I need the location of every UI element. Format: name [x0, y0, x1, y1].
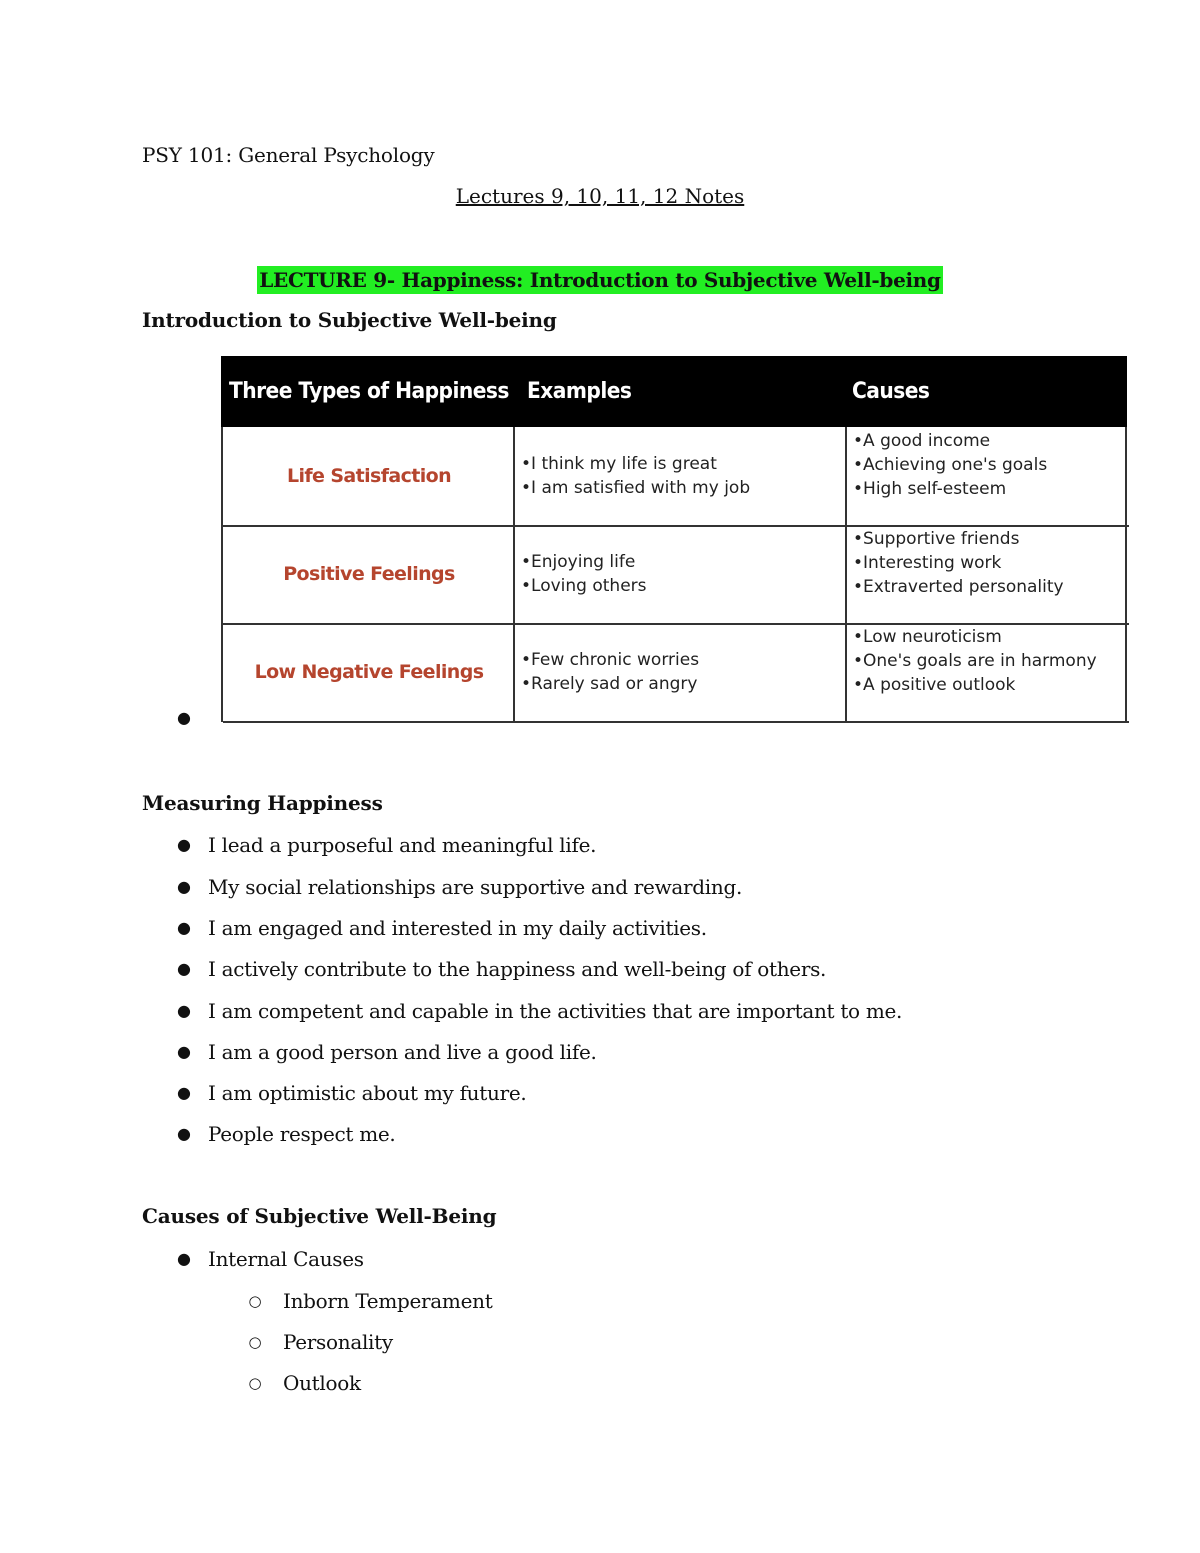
list-item-text: I am optimistic about my future.: [208, 1081, 527, 1105]
hollow-bullet-icon: ○: [248, 1374, 262, 1392]
lectures-title: Lectures 9, 10, 11, 12 Notes: [455, 184, 745, 208]
example-item: • Few chronic worries: [521, 648, 841, 672]
bullet-icon: ●: [177, 1249, 191, 1268]
causes-cell: [853, 525, 1129, 625]
intro-heading: Introduction to Subjective Well-being: [142, 308, 557, 332]
hollow-bullet-icon: ○: [248, 1292, 262, 1310]
bullet-icon: ●: [177, 918, 191, 937]
examples-cell: [521, 623, 841, 721]
table-header-examples: Examples: [527, 379, 632, 404]
table-header: [221, 356, 1127, 427]
example-item: • I am satisfied with my job: [521, 476, 841, 500]
list-subitem-text: Personality: [283, 1330, 393, 1354]
list-item-text: People respect me.: [208, 1122, 396, 1146]
list-item-text: Internal Causes: [208, 1247, 364, 1271]
cause-item: • Low neuroticism: [853, 625, 1129, 649]
bullet-icon: ●: [177, 1042, 191, 1061]
cause-item: • A good income: [853, 429, 1129, 453]
table-header-types: Three Types of Happiness: [229, 379, 509, 404]
cause-item: • Achieving one's goals: [853, 453, 1129, 477]
examples-cell: [521, 427, 841, 525]
course-title: PSY 101: General Psychology: [142, 143, 435, 167]
bullet-icon: ●: [177, 1124, 191, 1143]
bullet-icon: ●: [177, 877, 191, 896]
list-item-text: My social relationships are supportive and rewarding.: [208, 875, 743, 899]
cause-item: • One's goals are in harmony: [853, 649, 1129, 673]
list-item-text: I am a good person and live a good life.: [208, 1040, 597, 1064]
cause-item: • High self-esteem: [853, 477, 1129, 501]
bullet-icon: ●: [177, 708, 191, 727]
lecture-heading: LECTURE 9- Happiness: Introduction to Subjective Well-being: [259, 268, 941, 292]
list-item-text: I am competent and capable in the activities that are important to me.: [208, 999, 903, 1023]
table-body: [221, 427, 1127, 722]
cause-item: • Supportive friends: [853, 527, 1129, 551]
causes-cell: [853, 623, 1129, 723]
table-divider: [513, 427, 515, 722]
example-item: • Enjoying life: [521, 550, 841, 574]
table-row: [223, 427, 1129, 527]
measuring-heading: Measuring Happiness: [142, 791, 383, 815]
list-subitem-text: Inborn Temperament: [283, 1289, 493, 1313]
table-divider: [845, 427, 847, 722]
cause-item: • A positive outlook: [853, 673, 1129, 697]
bullet-icon: ●: [177, 1001, 191, 1020]
bullet-icon: ●: [177, 959, 191, 978]
table-row: [223, 525, 1129, 625]
list-subitem-text: Outlook: [283, 1371, 361, 1395]
causes-heading: Causes of Subjective Well-Being: [142, 1204, 497, 1228]
cause-item: • Interesting work: [853, 551, 1129, 575]
table-header-causes: Causes: [852, 379, 930, 404]
lecture-heading-wrap: [0, 266, 1200, 294]
example-item: • Rarely sad or angry: [521, 672, 841, 696]
list-item-text: I lead a purposeful and meaningful life.: [208, 833, 597, 857]
list-item-text: I am engaged and interested in my daily activities.: [208, 916, 707, 940]
list-item-text: I actively contribute to the happiness and well-being of others.: [208, 957, 827, 981]
example-item: • I think my life is great: [521, 452, 841, 476]
table-row: [223, 623, 1129, 723]
type-positive-feelings: Positive Feelings: [283, 563, 455, 585]
hollow-bullet-icon: ○: [248, 1333, 262, 1351]
type-low-negative-feelings: Low Negative Feelings: [254, 661, 484, 683]
causes-cell: [853, 427, 1129, 527]
happiness-types-table: [221, 356, 1127, 722]
type-life-satisfaction: Life Satisfaction: [286, 465, 452, 487]
examples-cell: [521, 525, 841, 623]
cause-item: • Extraverted personality: [853, 575, 1129, 599]
bullet-icon: ●: [177, 835, 191, 854]
bullet-icon: ●: [177, 1083, 191, 1102]
example-item: • Loving others: [521, 574, 841, 598]
